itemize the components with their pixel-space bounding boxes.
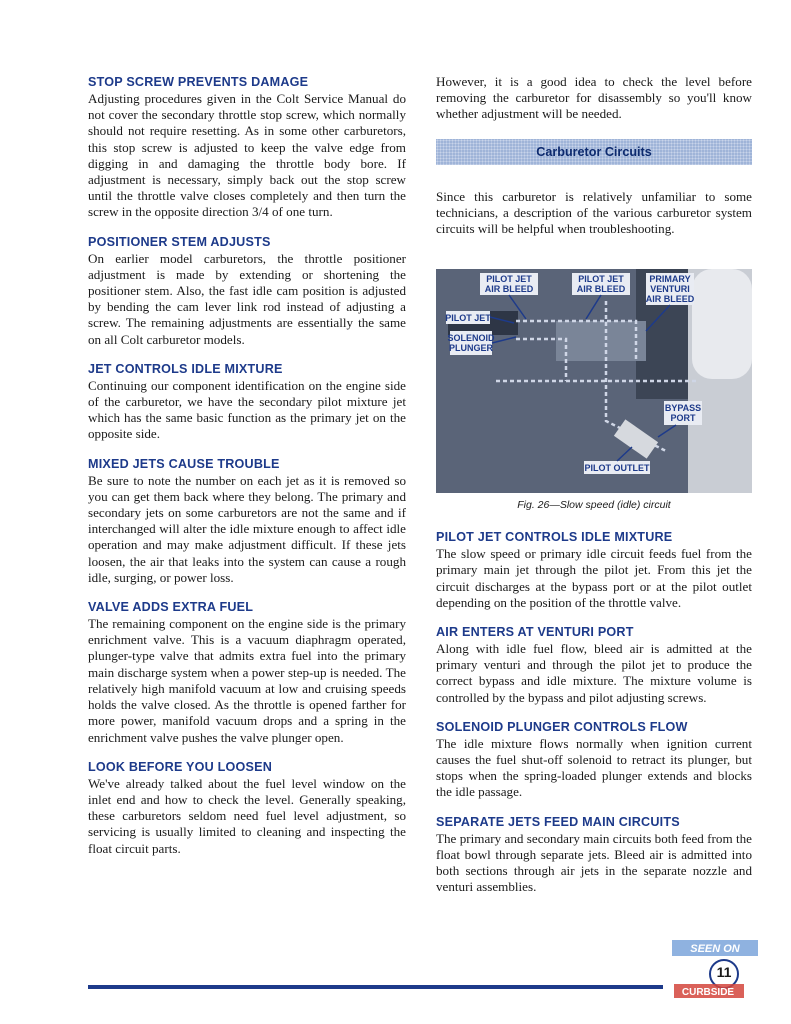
section-separate-jets [436,814,752,896]
figure-caption: Fig. 26—Slow speed (idle) circuit [517,499,671,512]
section-banner [436,139,752,165]
section-heading: MIXED JETS CAUSE TROUBLE [88,456,280,471]
section-body: We've already talked about the fuel level window on the inlet end and how to check the level. Generally speaking, these carburetors seldom need fuel level adjustment, so servicing is usually limited to cleaning and inspecting the float circuit parts. [88,775,406,856]
section-mixed-jets [88,456,406,586]
section-body: On earlier model carburetors, the throttle positioner adjustment is made by extending or shortening the positioner stem. Also, the fast idle cam position is adjusted by bending the cam lever link rod instead of adjusting a screw. The remaining adjustments are essentially the same on all Colt carburetor models. [88,250,406,347]
svg-text:SEEN ON: SEEN ON [690,943,740,955]
label-pilot-jet-air-bleed-2b: AIR BLEED [576,284,626,295]
section-heading: STOP SCREW PREVENTS DAMAGE [88,75,309,89]
section-stop-screw [88,74,406,221]
section-heading: VALVE ADDS EXTRA FUEL [88,600,254,615]
label-primary-venturi-c: AIR BLEED [645,294,695,305]
section-jet-controls [88,361,406,443]
section-body: Continuing our component identification on the engine side of the carburetor, we have the secondary pilot mixture jet which has the same basic function as the primary jet on the opposite side. [88,377,406,442]
section-body: Be sure to note the number on each jet as it is removed so you can get them back where they belong. The primary and secondary jets on some carburetors are not the same and if interchanged will alter the idle mixture enough to affect idle operation and may make adjustment difficult. If these jets loosen, the air that leaks into the system can cause a rough idle, surging, or power loss. [88,472,406,585]
section-positioner-stem [88,234,406,348]
section-valve-fuel [88,599,406,746]
section-body: The remaining component on the engine side is the primary enrichment valve. This is a vacuum diaphragm operated, plunger-type valve that admits extra fuel into the primary main discharge system when a power step-up is needed. The relatively high manifold vacuum at low and cruising speeds holds the valve closed. As the throttle is opened farther for more power, manifold vacuum drops and a spring in the enrichment valve pushes the valve plunger open. [88,616,406,745]
section-heading: SOLENOID PLUNGER CONTROLS FLOW [436,719,688,734]
label-pilot-jet: PILOT JET [445,313,491,324]
section-heading: LOOK BEFORE YOU LOOSEN [88,759,272,774]
section-heading: PILOT JET CONTROLS IDLE MIXTURE [436,530,673,545]
section-body: The slow speed or primary idle circuit feeds fuel from the primary main jet through the pilot jet. From this jet the circuit discharges at the bypass port or at the pilot outlet depending on the position of the throttle valve. [436,546,752,610]
section-heading: JET CONTROLS IDLE MIXTURE [88,361,283,376]
page-badge [668,938,768,1013]
section-heading: AIR ENTERS AT VENTURI PORT [436,625,634,640]
circuits-intro: Since this carburetor is relatively unfamiliar to some technicians, a description of the various carburetor system circuits will be helpful when troubleshooting. [436,188,752,237]
intro-paragraph: However, it is a good idea to check the level before removing the carburetor for disassembly so you'll know whether adjustment will be needed. [436,74,752,122]
section-heading: SEPARATE JETS FEED MAIN CIRCUITS [436,814,680,829]
page-number: 11 [716,964,732,980]
label-primary-venturi-b: VENTURI [650,284,690,295]
section-pilot-jet [436,529,752,611]
carburetor-diagram [436,261,752,493]
section-body: Adjusting procedures given in the Colt Service Manual do not cover the secondary throttle stop screw, which normally should not require resetting. As in some other carburetors, this stop screw is adjusted to keep the valve edge from digging in and damaging the throttle body bore. If adjustment is necessary, simply back out the stop screw until the throttle valve closes completely and then turn the screw in the opposite direction 3/4 of one turn. [88,91,406,220]
label-solenoid: SOLENOID [447,333,495,344]
bottom-rule [88,985,663,989]
label-bypass: BYPASS [664,403,702,414]
label-pilot-jet-air-bleed-1b: AIR BLEED [484,284,534,295]
section-body: The primary and secondary main circuits both feed from the float bowl through separate jets. Bleed air is admitted into both sections through air jets in the separate nozzle and venturi assemblies. [436,830,752,895]
label-primary-venturi: PRIMARY [649,274,691,285]
label-pilot-jet-air-bleed-2: PILOT JET [578,274,624,285]
label-pilot-jet-air-bleed-1: PILOT JET [486,274,532,285]
label-bypass-b: PORT [670,413,696,424]
banner-title: Carburetor Circuits [536,144,652,159]
section-solenoid [436,719,752,801]
label-pilot-outlet: PILOT OUTLET [584,463,650,474]
left-column [88,74,406,870]
section-body: The idle mixture flows normally when ignition current causes the fuel shut-off solenoid to retract its plunger, but stops when the spring-loaded plunger extends and blocks the idle passage. [436,735,752,800]
figure [436,261,752,511]
section-heading: POSITIONER STEM ADJUSTS [88,234,271,249]
section-air-enters [436,624,752,706]
section-look-before [88,759,406,857]
svg-text:CURBSIDE: CURBSIDE [681,987,735,998]
label-solenoid-b: PLUNGER [448,343,494,354]
section-body: Along with idle fuel flow, bleed air is admitted at the primary venturi and through the pilot jet to produce the correct bypass and idle mixture. The mixture volume is controlled by the bypass and pilot adjusting screws. [436,641,752,705]
right-column [436,74,752,908]
